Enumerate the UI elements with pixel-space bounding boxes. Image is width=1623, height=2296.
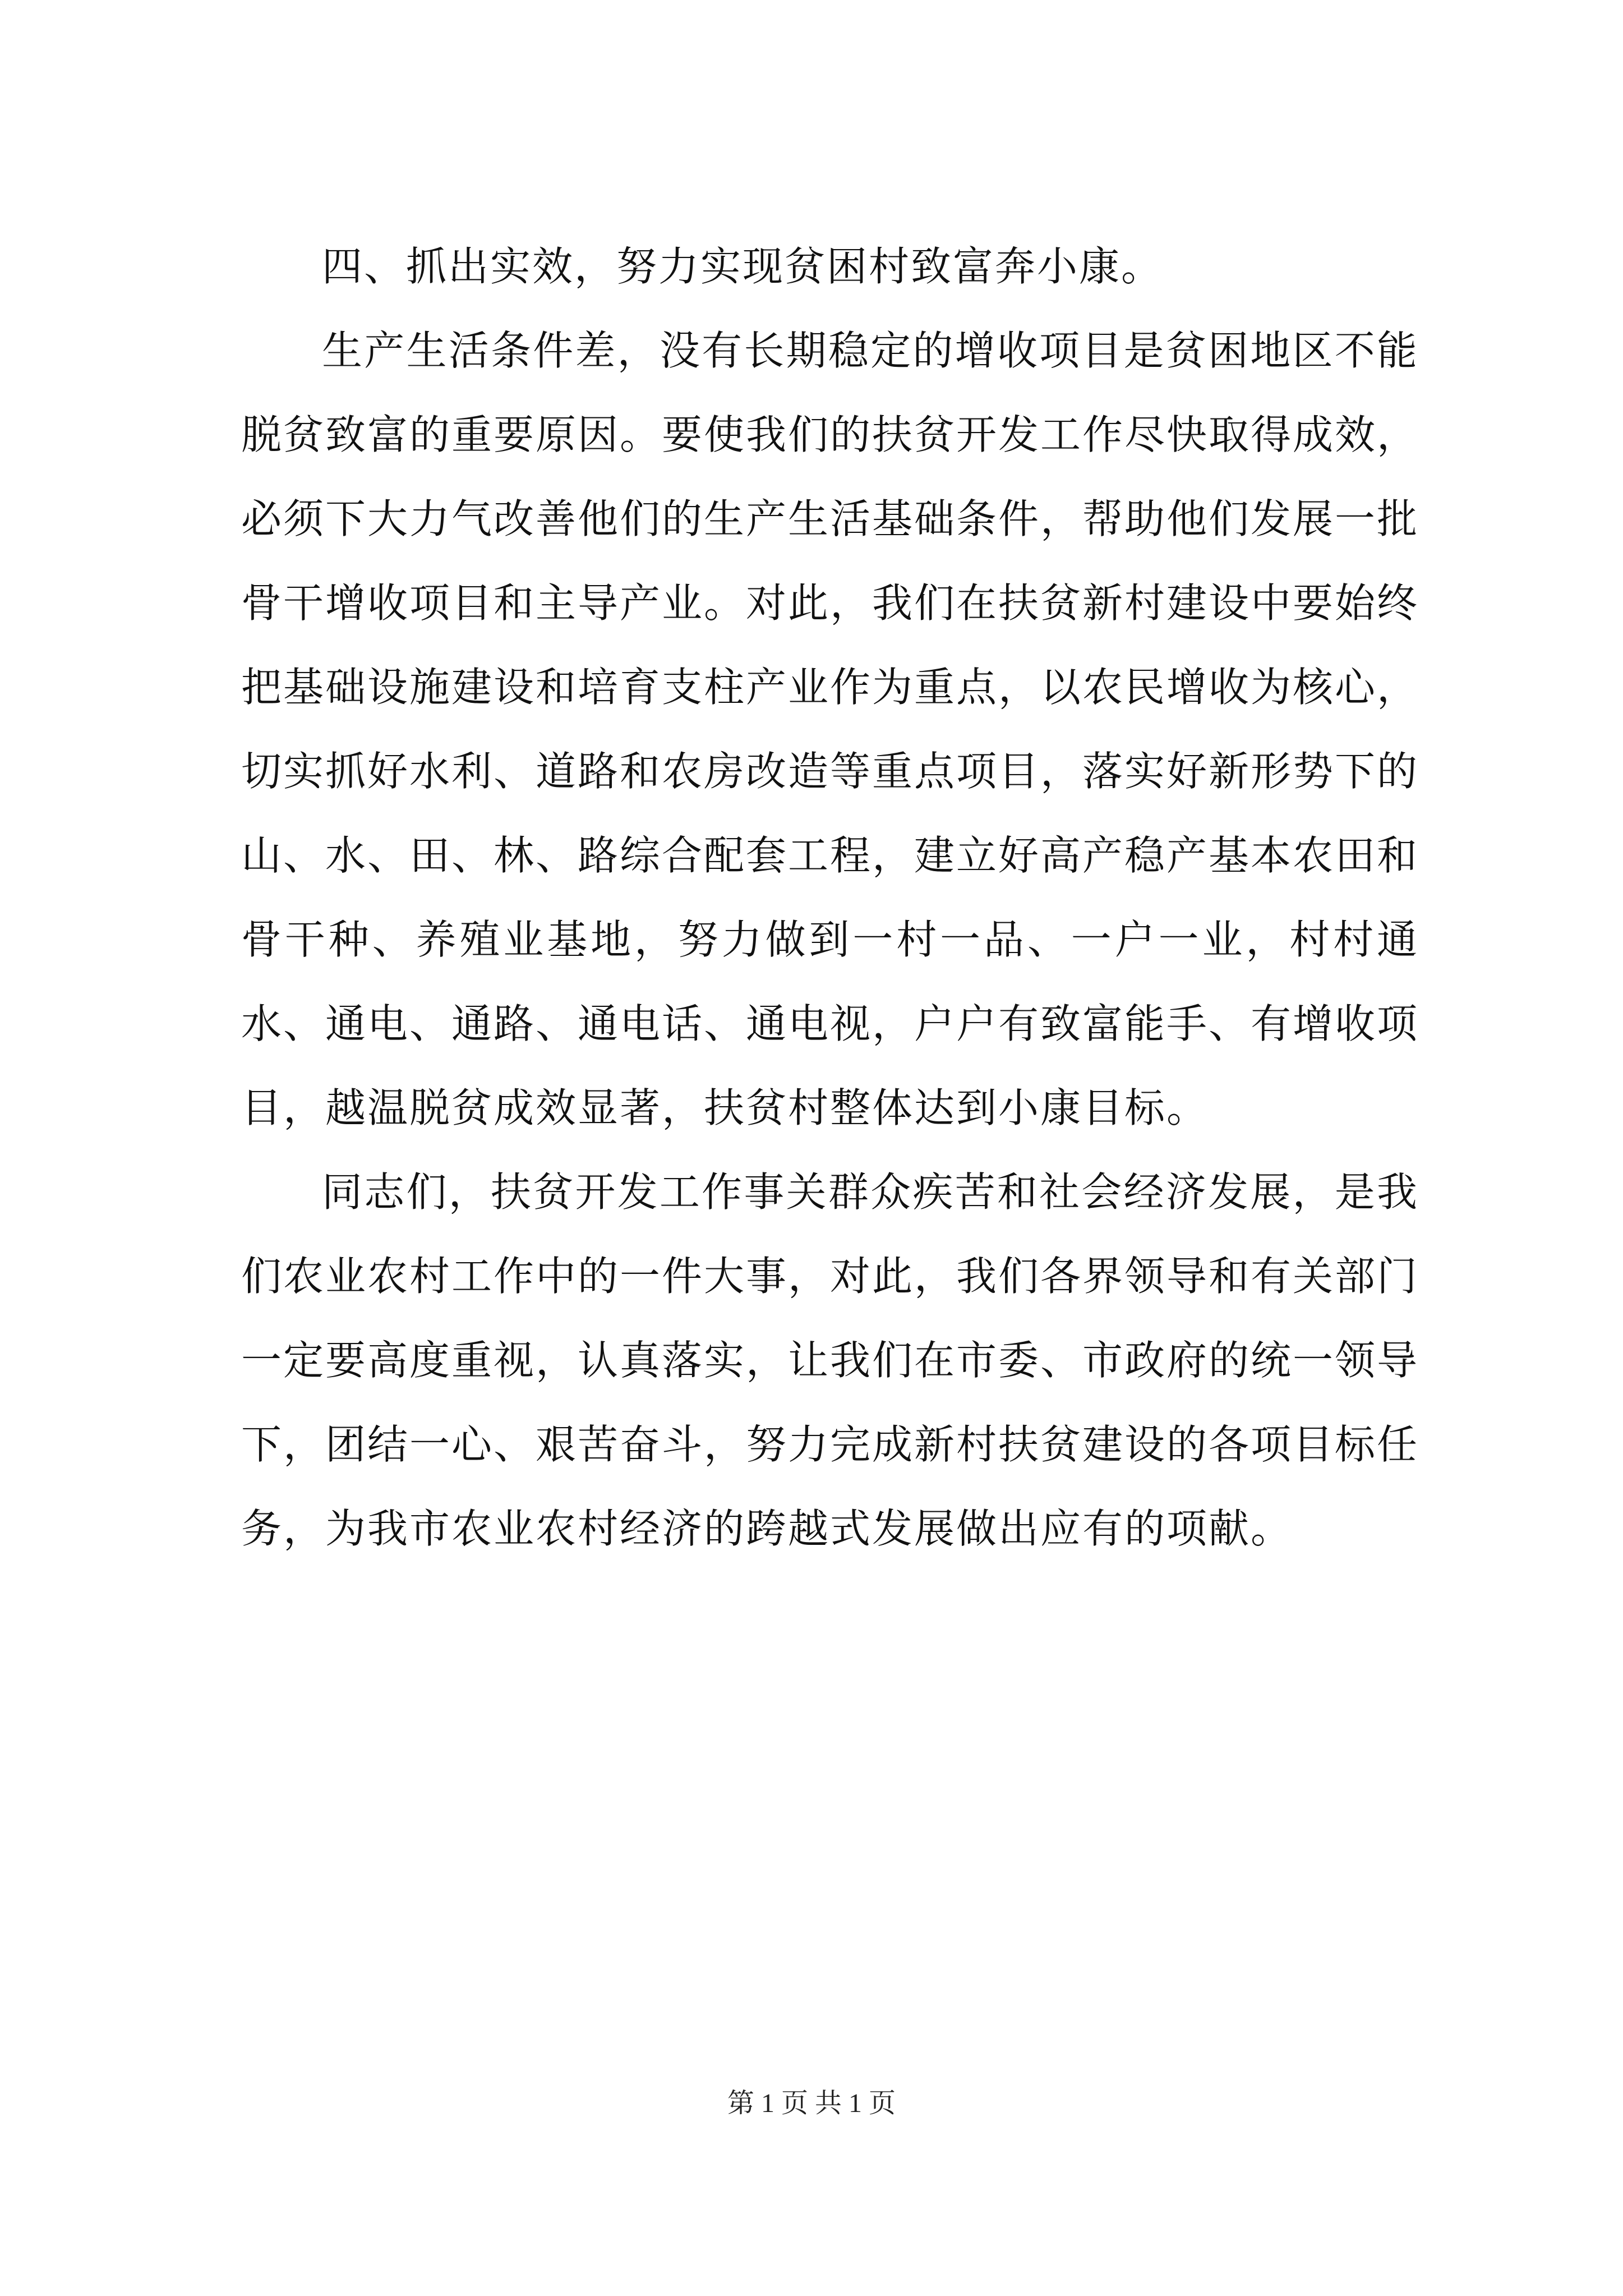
section-heading-paragraph: 四、抓出实效，努力实现贫困村致富奔小康。: [322, 243, 1164, 290]
body-paragraph: 生产生活条件差，没有长期稳定的增收项目是贫困地区不能脱贫致富的重要原因。要使我们的扶贫开发工作尽快取得成效，必须下大力气改善他们的生产生活基础条件，帮助他们发展一批骨干增收项目和主导产业。对此，我们在扶贫新村建设中要始终把基础设施建设和培育支柱产业作为重点，以农民增收为核心，切实抓好水利、道路和农房改造等重点项目，落实好新形势下的山、水、田、林、路综合配套工程，建立好高产稳产基本农田和骨干种、养殖业基地，努力做到一村一品、一户一业，村村通水、通电、通路、通电话、通电视，户户有致富能手、有增收项目，越温脱贫成效显著，扶贫村整体达到小康目标。: [241, 327, 1419, 1131]
closing-paragraph: 同志们，扶贫开发工作事关群众疾苦和社会经济发展，是我们农业农村工作中的一件大事，对此，我们各界领导和有关部门一定要高度重视，认真落实，让我们在市委、市政府的统一领导下，团结一心、艰苦奋斗，努力完成新村扶贫建设的各项目标任务，为我市农业农村经济的跨越式发展做出应有的项献。: [241, 1168, 1419, 1552]
page-number-footer: 第 1 页 共 1 页: [727, 2088, 896, 2118]
document-body: [241, 224, 1419, 1571]
